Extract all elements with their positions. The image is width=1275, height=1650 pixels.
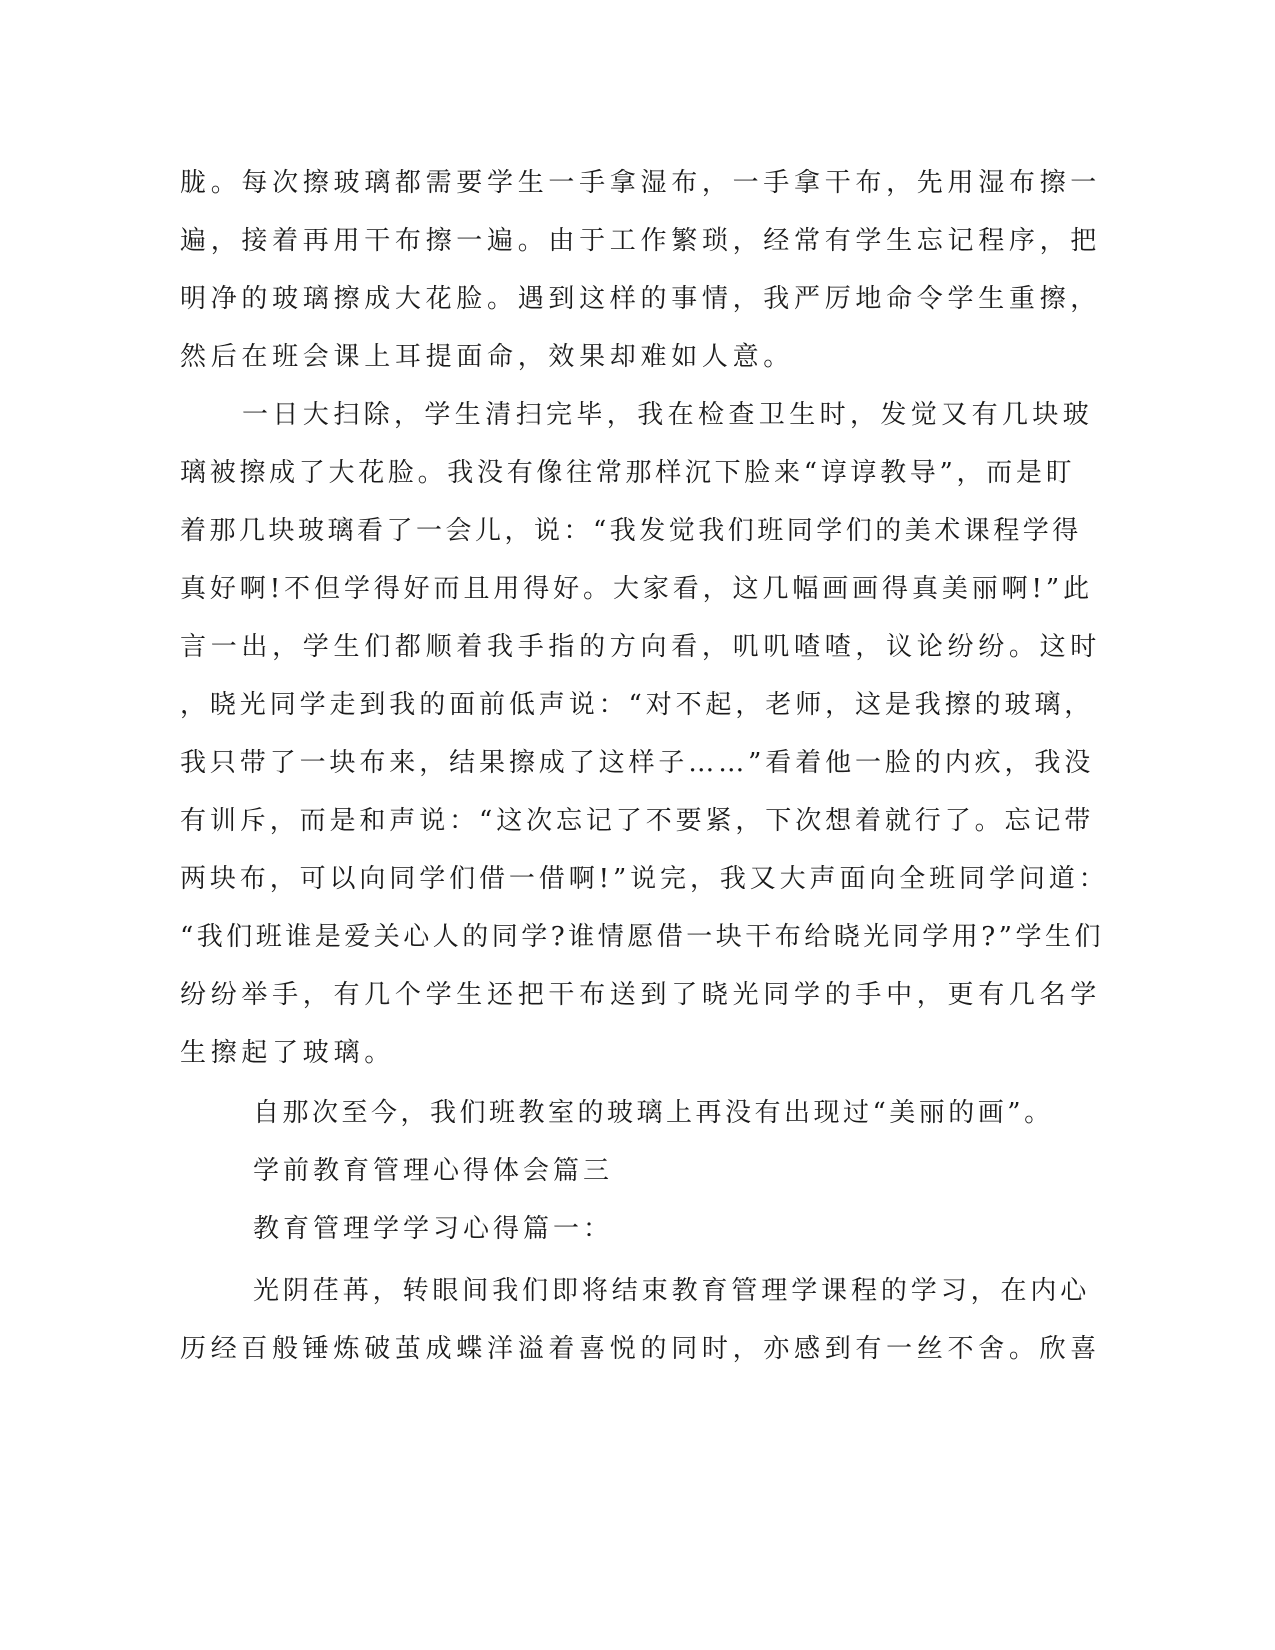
- paragraph-line: 然后在班会课上耳提面命，效果却难如人意。: [180, 342, 795, 372]
- paragraph-line: 历经百般锤炼破茧成蝶洋溢着喜悦的同时，亦感到有一丝不舍。欣喜: [180, 1334, 1102, 1364]
- paragraph-line: 遍，接着再用干布擦一遍。由于工作繁琐，经常有学生忘记程序，把: [180, 226, 1102, 256]
- subsection-heading: 教育管理学学习心得篇一：: [253, 1214, 614, 1244]
- section-heading: 学前教育管理心得体会篇三: [253, 1156, 614, 1186]
- paragraph-line: “我们班谁是爱关心人的同学?谁情愿借一块干布给晓光同学用?”学生们: [180, 922, 1104, 952]
- paragraph-line: 真好啊!不但学得好而且用得好。大家看，这几幅画画得真美丽啊!”此: [180, 574, 1093, 604]
- paragraph-line: 两块布，可以向同学们借一借啊!”说完，我又大声面向全班同学问道：: [180, 864, 1109, 894]
- paragraph-line: 自那次至今，我们班教室的玻璃上再没有出现过“美丽的画”。: [253, 1098, 1054, 1128]
- paragraph-line: 有训斥，而是和声说：“这次忘记了不要紧，下次想着就行了。忘记带: [180, 806, 1095, 836]
- paragraph-line: 明净的玻璃擦成大花脸。遇到这样的事情，我严厉地命令学生重擦，: [180, 284, 1102, 314]
- paragraph-line: 璃被擦成了大花脸。我没有像往常那样沉下脸来“谆谆教导”，而是盯: [180, 458, 1076, 488]
- paragraph-line: 我只带了一块布来，结果擦成了这样子……”看着他一脸的内疚，我没: [180, 748, 1095, 778]
- paragraph-line: 着那几块玻璃看了一会儿，说：“我发觉我们班同学们的美术课程学得: [180, 516, 1082, 546]
- paragraph-line: 一日大扫除，学生清扫完毕，我在检查卫生时，发觉又有几块玻: [242, 400, 1094, 430]
- paragraph-line: ，晓光同学走到我的面前低声说：“对不起，老师，这是我擦的玻璃，: [180, 690, 1095, 720]
- paragraph-line: 生擦起了玻璃。: [180, 1038, 395, 1068]
- paragraph-line: 纷纷举手，有几个学生还把干布送到了晓光同学的手中，更有几名学: [180, 980, 1102, 1010]
- paragraph-line: 胧。每次擦玻璃都需要学生一手拿湿布，一手拿干布，先用湿布擦一: [180, 168, 1102, 198]
- paragraph-line: 言一出，学生们都顺着我手指的方向看，叽叽喳喳，议论纷纷。这时: [180, 632, 1102, 662]
- paragraph-line: 光阴荏苒，转眼间我们即将结束教育管理学课程的学习，在内心: [253, 1276, 1091, 1306]
